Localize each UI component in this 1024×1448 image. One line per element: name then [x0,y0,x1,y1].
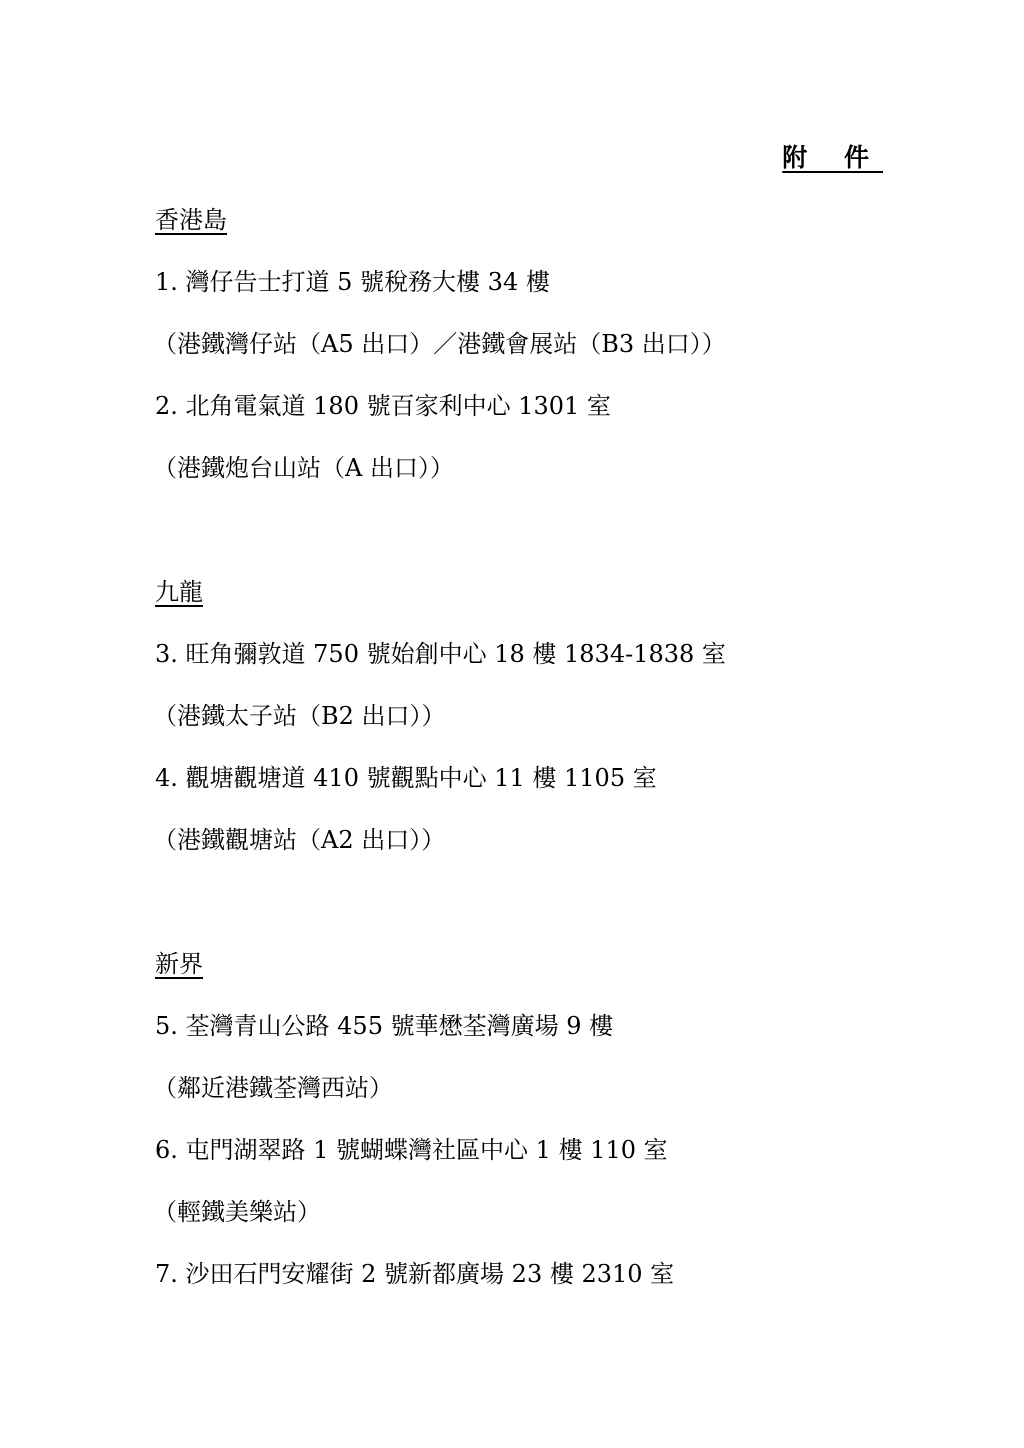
transport-note: （鄰近港鐵荃灣西站） [153,1074,393,1102]
address-line: 6. 屯門湖翠路 1 號蝴蝶灣社區中心 1 樓 110 室 [155,1136,668,1164]
section-spacer [155,884,915,946]
transport-note: （輕鐵美樂站） [153,1198,321,1226]
region-kowloon [155,574,915,884]
transport-note: （港鐵太子站（B2 出口）） [153,702,446,730]
region-heading: 新界 [155,950,203,978]
address-line: 4. 觀塘觀塘道 410 號觀點中心 11 樓 1105 室 [155,764,657,792]
region-hong-kong-island [155,202,915,512]
address-line: 3. 旺角彌敦道 750 號始創中心 18 樓 1834-1838 室 [155,640,726,668]
transport-note: （港鐵炮台山站（A 出口）） [153,454,454,482]
region-heading: 九龍 [155,578,203,606]
address-line: 5. 荃灣青山公路 455 號華懋荃灣廣場 9 樓 [155,1012,614,1040]
region-new-territories [155,946,915,1318]
section-spacer [155,512,915,574]
address-line: 1. 灣仔告士打道 5 號稅務大樓 34 樓 [155,268,550,296]
annex-title: 附 件 [782,143,883,172]
address-line: 7. 沙田石門安耀街 2 號新都廣場 23 樓 2310 室 [155,1260,675,1288]
transport-note: （港鐵觀塘站（A2 出口）） [153,826,446,854]
address-list [155,202,915,1318]
transport-note: （港鐵灣仔站（A5 出口）／港鐵會展站（B3 出口）） [153,330,726,358]
address-line: 2. 北角電氣道 180 號百家利中心 1301 室 [155,392,611,420]
region-heading: 香港島 [155,206,227,234]
